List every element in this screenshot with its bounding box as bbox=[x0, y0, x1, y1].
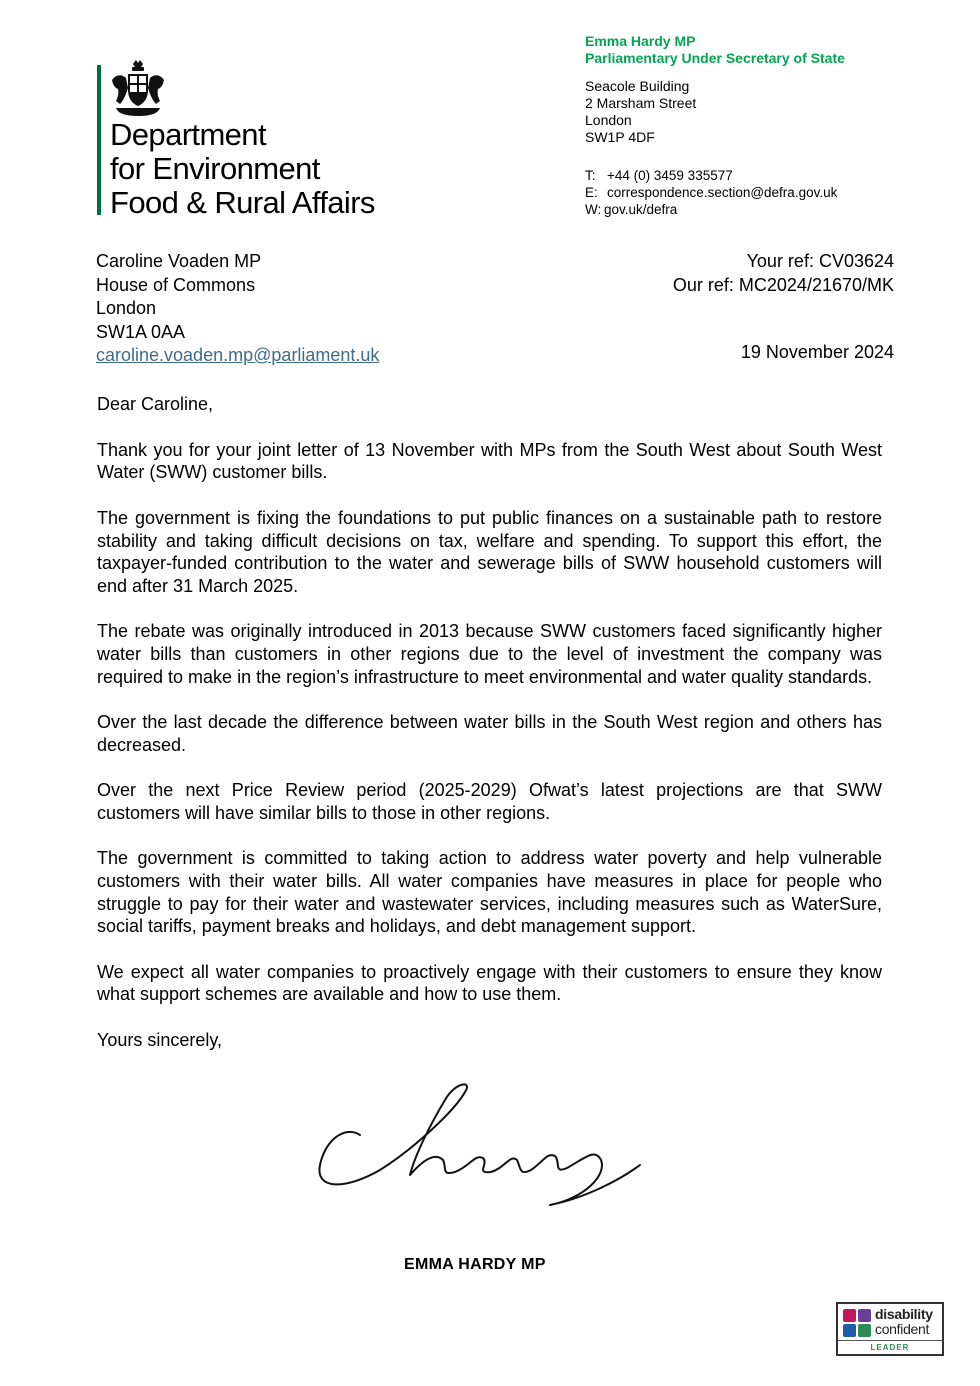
minister-name: Emma Hardy MP bbox=[585, 33, 696, 49]
letter-date: 19 November 2024 bbox=[740, 342, 894, 362]
disability-confident-badge bbox=[836, 1302, 944, 1356]
recipient-address bbox=[96, 250, 379, 368]
our-ref: Our ref: MC2024/21670/MK bbox=[672, 274, 894, 295]
web-line bbox=[585, 201, 845, 218]
minister-block bbox=[585, 33, 845, 218]
brand-rule bbox=[97, 65, 101, 215]
recipient-email-link[interactable]: caroline.voaden.mp@parliament.uk bbox=[96, 345, 380, 365]
paragraph: The government is fixing the foundations to put public finances on a sustainable path to restore stability and taking difficult decisions on tax, welfare and spending. To support this effort, the taxpayer-funded contribution to the water and sewerage bills of SWW household customers will end after 31 March 2025. bbox=[97, 507, 882, 596]
website: gov.uk/defra bbox=[604, 202, 678, 217]
paragraph: The government is committed to taking action to address water poverty and help vulnerable customers with their water bills. All water companies have measures in place for people who struggle to pay for their water and wastewater services, including measures such as WaterSure, social tariffs, payment breaks and holidays, and debt management support. bbox=[97, 848, 882, 937]
badge-line-2: confident bbox=[875, 1321, 930, 1337]
badge-text bbox=[875, 1307, 933, 1337]
phone-label: T: bbox=[585, 168, 596, 183]
badge-level: LEADER bbox=[838, 1340, 942, 1354]
recipient-line: Caroline Voaden MP bbox=[96, 251, 262, 271]
paragraph: We expect all water companies to proactively engage with their customers to ensure they know what support schemes are available and how to use them. bbox=[97, 961, 882, 1005]
contact-details bbox=[585, 167, 845, 218]
minister-title: Parliamentary Under Secretary of State bbox=[585, 50, 845, 66]
department-line: for Environment bbox=[110, 151, 320, 186]
phone-number: +44 (0) 3459 335577 bbox=[607, 168, 733, 183]
department-line: Department bbox=[110, 117, 266, 152]
email-label: E: bbox=[585, 185, 598, 200]
your-ref: Your ref: CV03624 bbox=[746, 251, 894, 271]
paragraph: Thank you for your joint letter of 13 November with MPs from the South West about South West Water (SWW) customer bills. bbox=[97, 439, 882, 483]
signatory-name: EMMA HARDY MP bbox=[404, 1256, 546, 1273]
address-line: 2 Marsham Street bbox=[585, 95, 697, 111]
recipient-line: House of Commons bbox=[96, 274, 256, 295]
email-line bbox=[585, 184, 845, 201]
references bbox=[673, 250, 894, 297]
phone-line bbox=[585, 167, 845, 184]
address-line: SW1P 4DF bbox=[585, 129, 655, 145]
recipient-line: SW1A 0AA bbox=[96, 321, 186, 342]
sender-address bbox=[585, 78, 845, 146]
paragraph: Over the next Price Review period (2025-2029) Ofwat’s latest projections are that SWW customers will have similar bills to those in other regions. bbox=[97, 780, 882, 823]
address-line: London bbox=[585, 112, 632, 128]
web-label: W: bbox=[585, 202, 602, 217]
department-line: Food & Rural Affairs bbox=[110, 185, 375, 220]
royal-crest-logo bbox=[108, 58, 168, 120]
salutation: Dear Caroline, bbox=[97, 394, 214, 414]
address-line: Seacole Building bbox=[585, 78, 690, 94]
department-name bbox=[110, 118, 375, 220]
badge-line-1: disability bbox=[875, 1306, 933, 1322]
paragraph: Over the last decade the difference between water bills in the South West region and others has decreased. bbox=[97, 712, 882, 755]
closing: Yours sincerely, bbox=[97, 1029, 223, 1050]
letter-body bbox=[97, 393, 882, 1074]
handwritten-signature bbox=[305, 1080, 645, 1210]
recipient-line: London bbox=[96, 298, 157, 318]
paragraph: The rebate was originally introduced in 2013 because SWW customers faced significantly higher water bills than customers in other regions due to the level of investment the company was required to make in the region’s infrastructure to meet environmental and water quality standards. bbox=[97, 621, 882, 687]
contact-email: correspondence.section@defra.gov.uk bbox=[607, 185, 838, 200]
disability-confident-icon bbox=[843, 1309, 873, 1339]
